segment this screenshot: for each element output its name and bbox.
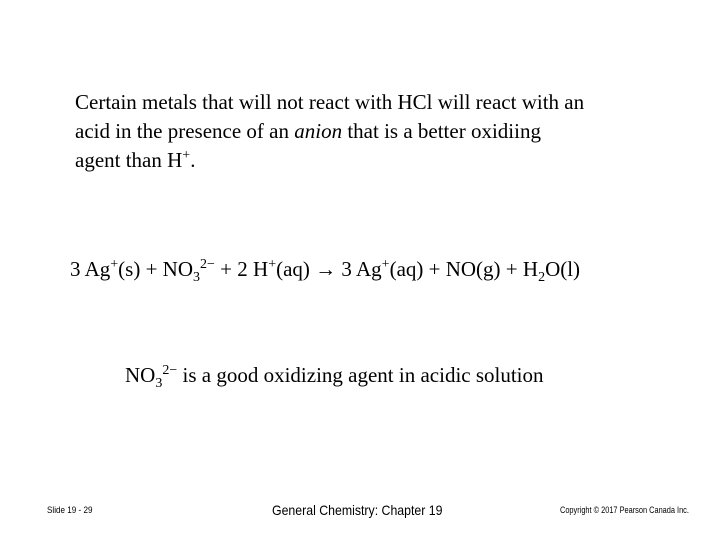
eq-sup-3: + [268, 257, 277, 272]
eq-sup-4: + [381, 257, 390, 272]
eq-part-4: (aq) → 3 Ag [276, 257, 382, 281]
eq-sup-2: 2− [200, 257, 215, 272]
intro-line-3-text: agent than H [75, 148, 183, 172]
intro-line-2-end: that is a better oxidiing [342, 119, 541, 143]
intro-line-3-period: . [190, 148, 196, 172]
eq-sup-1: + [110, 257, 119, 272]
eq-part-3: + 2 H [214, 257, 269, 281]
eq-part-2: (s) + NO [118, 257, 194, 281]
intro-line-2-start: acid in the presence of an [75, 119, 295, 143]
intro-paragraph [75, 88, 675, 175]
intro-line-2 [75, 117, 675, 146]
statement-part-2: is a good oxidizing agent in acidic solution [177, 363, 544, 387]
oxidizing-agent-statement [125, 361, 645, 389]
intro-line-3 [75, 146, 675, 175]
footer-course-title: General Chemistry: Chapter 19 [272, 502, 443, 518]
eq-sub-2: 3 [193, 270, 201, 285]
eq-part-5: (aq) + NO(g) + H [389, 257, 539, 281]
intro-h-charge: + [182, 148, 191, 163]
statement-part-1: NO [125, 363, 156, 387]
footer-copyright: Copyright © 2017 Pearson Canada Inc. [560, 505, 689, 515]
intro-anion-emphasis: anion [294, 119, 343, 143]
intro-line-1: Certain metals that will not react with HCl will react with an [75, 90, 585, 114]
statement-sup: 2− [162, 363, 178, 378]
eq-sub-5: 2 [538, 270, 546, 285]
slide-number: Slide 19 - 29 [47, 505, 93, 515]
statement-sub: 3 [155, 376, 163, 391]
eq-part-6: O(l) [545, 257, 581, 281]
eq-part-1: 3 Ag [70, 257, 111, 281]
reaction-equation [70, 255, 670, 283]
